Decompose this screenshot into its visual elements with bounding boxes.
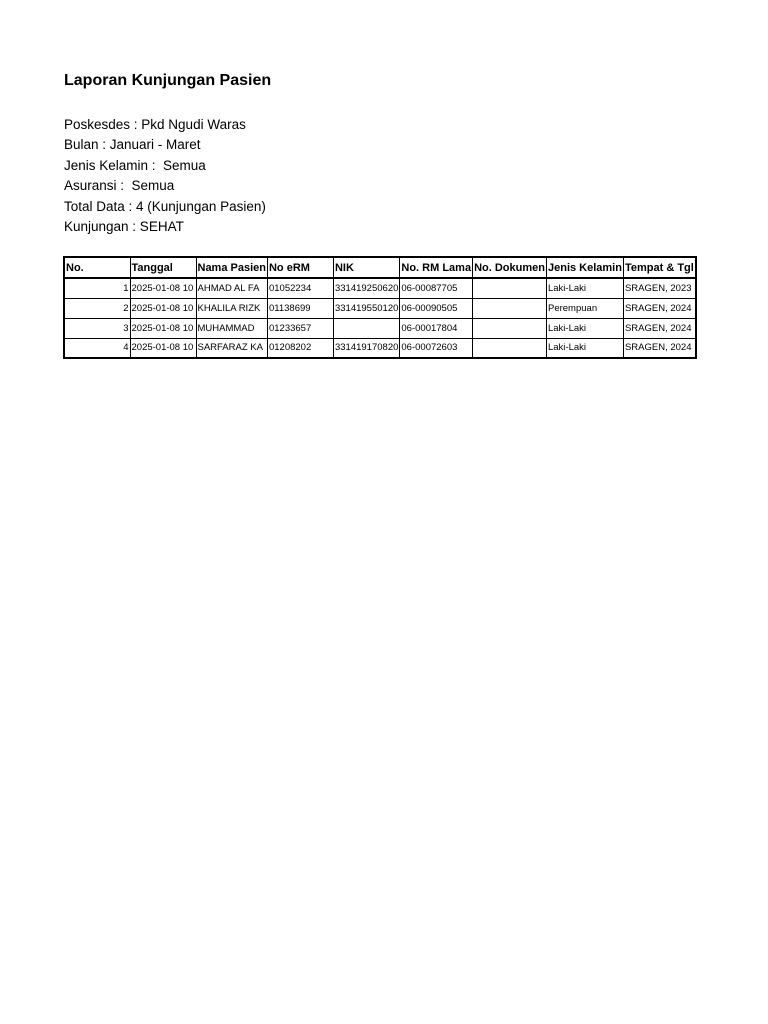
table-header-row — [64, 257, 696, 278]
visit-table — [63, 256, 697, 359]
header-nik: NIK — [333, 257, 399, 278]
table-row — [64, 338, 696, 358]
cell-no-dokumen — [473, 318, 547, 338]
cell-no-dokumen — [473, 278, 547, 298]
cell-no: 2 — [64, 298, 130, 318]
cell-jenis-kelamin: Perempuan — [546, 298, 623, 318]
report-meta — [64, 115, 266, 237]
cell-nama-pasien: KHALILA RIZK — [196, 298, 267, 318]
meta-asuransi: Asuransi : Semua — [64, 178, 175, 194]
cell-tempat-tgl: SRAGEN, 2024 — [623, 298, 695, 318]
cell-tempat-tgl: SRAGEN, 2024 — [623, 318, 695, 338]
meta-jenis-kelamin: Jenis Kelamin : Semua — [64, 157, 206, 173]
cell-nama-pasien: MUHAMMAD — [196, 318, 267, 338]
cell-tanggal: 2025-01-08 10 — [130, 278, 196, 298]
cell-no: 3 — [64, 318, 130, 338]
meta-total-data: Total Data : 4 (Kunjungan Pasien) — [64, 198, 266, 214]
header-tanggal: Tanggal — [130, 257, 196, 278]
meta-bulan: Bulan : Januari - Maret — [64, 137, 201, 153]
cell-tanggal: 2025-01-08 10 — [130, 318, 196, 338]
header-nama-pasien: Nama Pasien — [196, 257, 267, 278]
cell-tanggal: 2025-01-08 10 — [130, 298, 196, 318]
cell-no-erm: 01052234 — [267, 278, 333, 298]
cell-no: 4 — [64, 338, 130, 358]
cell-tempat-tgl: SRAGEN, 2023 — [623, 278, 695, 298]
table-row — [64, 298, 696, 318]
cell-no-rm-lama: 06-00072603 — [400, 338, 473, 358]
cell-no: 1 — [64, 278, 130, 298]
cell-no-dokumen — [473, 338, 547, 358]
header-no-rm-lama: No. RM Lama — [400, 257, 473, 278]
cell-jenis-kelamin: Laki-Laki — [546, 318, 623, 338]
cell-no-rm-lama: 06-00017804 — [400, 318, 473, 338]
report-title: Laporan Kunjungan Pasien — [64, 72, 272, 89]
table-row — [64, 278, 696, 298]
header-no-dokumen: No. Dokumen — [473, 257, 547, 278]
cell-no-erm: 01208202 — [267, 338, 333, 358]
cell-no-erm: 01233657 — [267, 318, 333, 338]
header-tempat-tgl: Tempat & Tgl — [623, 257, 695, 278]
cell-no-rm-lama: 06-00090505 — [400, 298, 473, 318]
cell-tempat-tgl: SRAGEN, 2024 — [623, 338, 695, 358]
cell-nama-pasien: SARFARAZ KA — [196, 338, 267, 358]
cell-no-erm: 01138699 — [267, 298, 333, 318]
meta-kunjungan: Kunjungan : SEHAT — [64, 218, 184, 234]
header-jenis-kelamin: Jenis Kelamin — [546, 257, 623, 278]
cell-nik — [333, 318, 399, 338]
cell-no-dokumen — [473, 298, 547, 318]
cell-nik: 331419170820 — [333, 338, 399, 358]
table-row — [64, 318, 696, 338]
header-no: No. — [64, 257, 130, 278]
cell-nik: 331419250620 — [333, 278, 399, 298]
cell-nik: 331419550120 — [333, 298, 399, 318]
cell-nama-pasien: AHMAD AL FA — [196, 278, 267, 298]
meta-poskesdes: Poskesdes : Pkd Ngudi Waras — [64, 117, 246, 132]
cell-no-rm-lama: 06-00087705 — [400, 278, 473, 298]
cell-jenis-kelamin: Laki-Laki — [546, 278, 623, 298]
cell-tanggal: 2025-01-08 10 — [130, 338, 196, 358]
cell-jenis-kelamin: Laki-Laki — [546, 338, 623, 358]
header-no-erm: No eRM — [267, 257, 333, 278]
